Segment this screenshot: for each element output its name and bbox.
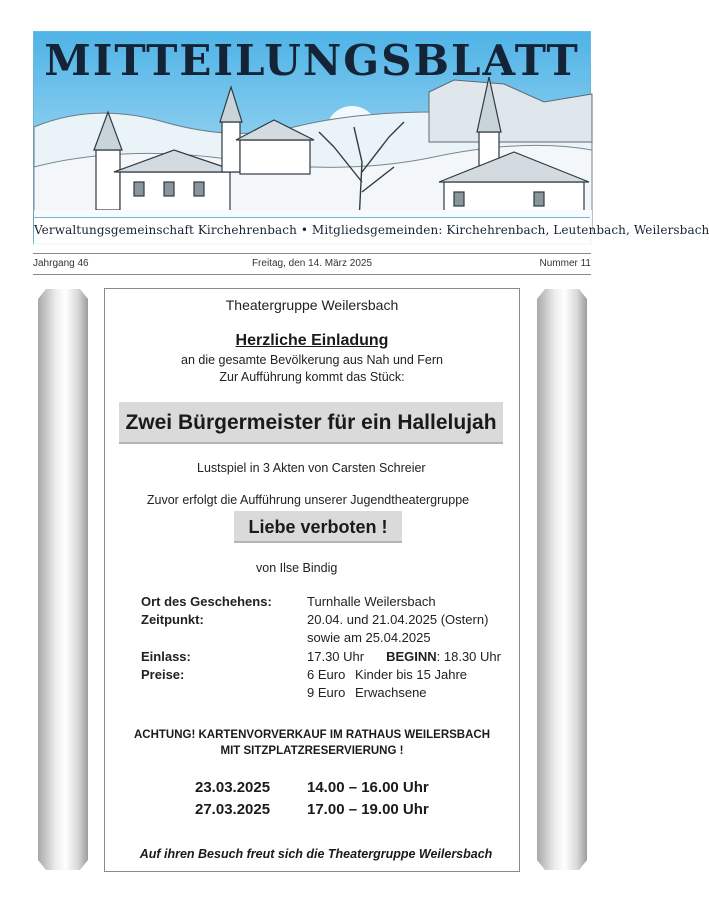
dates-line-2: sowie am 25.04.2025 [307,630,431,645]
issue-number: Nummer 11 [539,258,591,269]
masthead-title: MITTEILUNGSBLATT [44,36,580,85]
issue-meta-bar [33,253,591,275]
invitation-heading: Herzliche Einladung [235,332,389,349]
price-1-amount: 6 Euro [307,667,346,682]
presale-notice-2: MIT SITZPLATZRESERVIERUNG ! [220,745,404,757]
masthead-subtitle: Verwaltungsgemeinschaft Kirchehrenbach • Mitgliedsgemeinden: Kirchehrenbach, Leutenbach, Weilersbach [34,217,590,243]
volume-label: Jahrgang 46 [33,258,89,269]
price-label: Preise: [141,667,185,682]
dates-line-1: 20.04. und 21.04.2025 (Ostern) [307,612,489,627]
presale-time-2: 17.00 – 19.00 Uhr [307,801,429,818]
time-label: Zeitpunkt: [141,612,204,627]
venue-value: Turnhalle Weilersbach [307,594,436,609]
presale-notice-1: ACHTUNG! KARTENVORVERKAUF IM RATHAUS WEILERSBACH [133,729,491,741]
youth-play-title: Liebe verboten ! [234,511,402,543]
play-title: Zwei Bürgermeister für ein Hallelujah [119,402,503,444]
presale-time-1: 14.00 – 16.00 Uhr [307,779,429,796]
presale-date-1: 23.03.2025 [195,779,271,796]
start-time: : 18.30 Uhr [436,649,501,664]
organizer: Theatergruppe Weilersbach [225,297,399,313]
theater-flyer [104,288,520,872]
youth-intro: Zuvor erfolgt die Aufführung unserer Jugendtheatergruppe [146,493,470,507]
price-row-1 [307,667,467,682]
intro-line: Zur Aufführung kommt das Stück: [219,370,405,384]
price-row-2 [307,685,427,700]
price-1-group: Kinder bis 15 Jahre [355,667,468,682]
venue-label: Ort des Geschehens: [141,594,272,609]
youth-author: von Ilse Bindig [256,561,338,575]
closing-line: Auf ihren Besuch freut sich die Theatergruppe Weilersbach [139,847,493,861]
price-2-amount: 9 Euro [307,685,346,700]
masthead [33,31,709,244]
audience-line: an die gesamte Bevölkerung aus Nah und Fern [181,353,443,367]
presale-date-2: 27.03.2025 [195,801,271,818]
entry-label: Einlass: [141,649,191,664]
cliff [429,80,592,142]
left-pillar-decoration [38,289,88,870]
play-description: Lustspiel in 3 Akten von Carsten Schreier [197,461,426,475]
entry-value [307,649,501,664]
start-label: BEGINN [386,649,437,664]
price-2-group: Erwachsene [355,685,427,700]
entry-time: 17.30 Uhr [307,649,365,664]
issue-date: Freitag, den 14. März 2025 [251,258,373,269]
right-pillar-decoration [537,289,587,870]
